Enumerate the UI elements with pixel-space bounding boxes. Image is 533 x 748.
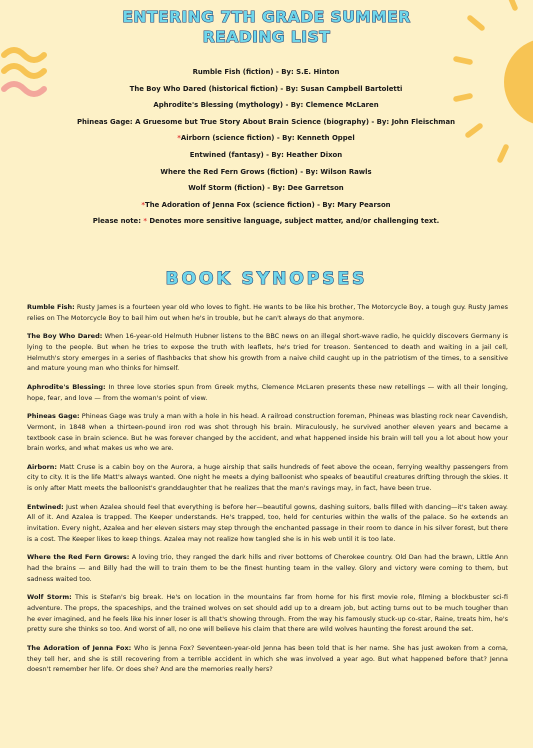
synopsis-title: The Boy Who Dared: xyxy=(27,332,103,341)
list-item xyxy=(60,68,472,76)
wave-decoration-icon xyxy=(4,50,44,94)
sensitivity-note xyxy=(60,217,472,225)
list-item xyxy=(60,134,472,142)
synopsis-paragraph xyxy=(27,382,508,403)
synopsis-text: A loving trio, they ranged the dark hills and river bottoms of Cherokee country. Old Dan had the brawn, Little Ann had the brains — and Billy had the will to train them to be the finest hunting team in the valley. Glory and victory were coming to them, but sadness waited too. xyxy=(27,553,508,583)
list-item-text: The Boy Who Dared (historical fiction) - By: Susan Campbell Bartoletti xyxy=(129,84,403,93)
synopsis-title: Airborn: xyxy=(27,462,58,471)
synopsis-text: Rusty James is a fourteen year old who loves to fight. He wants to be like his brother, The Motorcycle Boy, a tough guy. Rusty James relies on The Motorcycle Boy to bail him out when he's in trouble, but he can't always do that anymore. xyxy=(27,303,508,322)
synopsis-paragraph xyxy=(27,331,508,373)
synopsis-title: The Adoration of Jenna Fox: xyxy=(27,643,132,652)
list-item xyxy=(60,151,472,159)
list-item-text: Wolf Storm (fiction) - By: Dee Garretson xyxy=(188,184,344,193)
synopsis-text: Matt Cruse is a cabin boy on the Aurora, a huge airship that sails hundreds of feet above the ocean, ferrying wealthy passengers from city to city. It is the life Matt's always wanted. One night he meets a dying balloonist who speaks of beautiful creatures drifting through the skies. It is only after Matt meets the balloonist's granddaughter that he realizes that the man's ravings may, in fact, have been true. xyxy=(27,462,508,493)
sensitive-star: * xyxy=(141,200,145,209)
synopsis-title: Rumble Fish: xyxy=(27,303,75,311)
list-item xyxy=(60,184,472,192)
list-item xyxy=(60,118,472,126)
list-item-text: Where the Red Fern Grows (fiction) - By: Wilson Rawls xyxy=(160,167,372,176)
synopsis-text: Phineas Gage was truly a man with a hole in his head. A railroad construction foreman, Phineas was blasting rock near Cavendish, Vermont, in 1848 when a thirteen-pound iron rod was shot through his brain. Miraculously, he survived another eleven years and became a textbook case in brain science. But he was forever changed by the accident, and what happened inside his brain will tell you a lot about how your brain works, and what makes us who we are. xyxy=(27,412,508,453)
list-item-text: The Adoration of Jenna Fox (science fiction) - By: Mary Pearson xyxy=(145,200,391,209)
list-item-text: Aphrodite's Blessing (mythology) - By: Clemence McLaren xyxy=(153,101,379,110)
synopsis-text: In three love stories spun from Greek myths, Clemence McLaren presents these new retellings — with all their longing, hope, fear, and love — from the woman's point of view. xyxy=(27,382,508,402)
note-text: Denotes more sensitive language, subject matter, and/or challenging text. xyxy=(147,217,440,226)
synopsis-paragraph xyxy=(27,552,508,584)
synopses-section xyxy=(27,302,508,683)
list-item-text: Phineas Gage: A Gruesome but True Story About Brain Science (biography) - By: John Fleischman xyxy=(76,117,456,126)
list-item-text: Rumble Fish (fiction) - By: S.E. Hinton xyxy=(192,68,340,76)
page-title xyxy=(0,7,533,47)
reading-list xyxy=(60,68,472,234)
synopsis-paragraph xyxy=(27,643,508,675)
page-title-line-2: READING LIST xyxy=(202,28,331,46)
synopses-title: BOOK SYNOPSES xyxy=(165,269,368,289)
synopsis-title: Wolf Storm: xyxy=(27,593,72,602)
list-item xyxy=(60,85,472,93)
synopsis-text: Just when Azalea should feel that everything is before her—beautiful gowns, dashing suitors, balls filled with dancing—it's taken away. All of it. And Azalea is trapped. The Keeper understands. He's trapped, too, held for centuries within the walls of the palace. So he extends an invitation. Every night, Azalea and her eleven sisters may step through the enchanted passage in their room to dance in his silver forest, but there is a cost. The Keeper likes to keep things. Azalea may not realize how tangled she is in his web until it is too late. xyxy=(27,502,508,543)
synopsis-paragraph xyxy=(27,592,508,634)
page-title-line-1: ENTERING 7TH GRADE SUMMER xyxy=(122,8,411,26)
list-item-text: Airborn (science fiction) - By: Kenneth Oppel xyxy=(180,134,355,143)
synopsis-text: This is Stefan's big break. He's on location in the mountains far from home for his first movie role, filming a blockbuster sci-fi adventure. The props, the spaceships, and the trained wolves on set should add up to a dream job, but acting turns out to be much tougher than he ever imagined, and he feels like his inner loser is all that's showing through. From the way his famously stuck-up co-star, Raine, treats him, he's pretty sure she thinks so too. And worst of all, no one will believe his claim that there are wild wolves haunting the forest around the set. xyxy=(27,593,508,634)
synopsis-paragraph xyxy=(27,462,508,494)
synopsis-title: Where the Red Fern Grows: xyxy=(27,553,130,562)
sensitive-star: * xyxy=(143,217,147,226)
synopsis-title: Aphrodite's Blessing: xyxy=(27,382,106,391)
list-item-text: Entwined (fantasy) - By: Heather Dixon xyxy=(189,150,343,159)
list-item xyxy=(60,168,472,176)
synopsis-title: Phineas Gage: xyxy=(27,412,80,421)
synopsis-title: Entwined: xyxy=(27,502,64,511)
synopsis-paragraph xyxy=(27,502,508,544)
list-item xyxy=(60,201,472,209)
synopsis-text: Who is Jenna Fox? Seventeen-year-old Jenna has been told that is her name. She has just awoken from a coma, they tell her, and she is still recovering from a terrible accident in which she was involved a year ago. But what happened before that? Jenna doesn't remember her life. Or does she? And are the memories really hers? xyxy=(27,643,509,674)
synopsis-text: When 16-year-old Helmuth Hubner listens to the BBC news on an illegal short-wave radio, he quickly discovers Germany is lying to the people. But when he tries to expose the truth with leaflets, he's tried for treason. Sentenced to death and waiting in a jail cell, Helmuth's story emerges in a series of flashbacks that show his growth from a naive child caught up in the patriotism of the times, to a sensitive and mature young man who thinks for himself. xyxy=(27,332,508,373)
synopsis-paragraph xyxy=(27,411,508,453)
sensitive-star: * xyxy=(177,134,181,143)
list-item xyxy=(60,101,472,109)
note-prefix: Please note: xyxy=(92,217,144,226)
synopsis-paragraph xyxy=(27,302,508,323)
